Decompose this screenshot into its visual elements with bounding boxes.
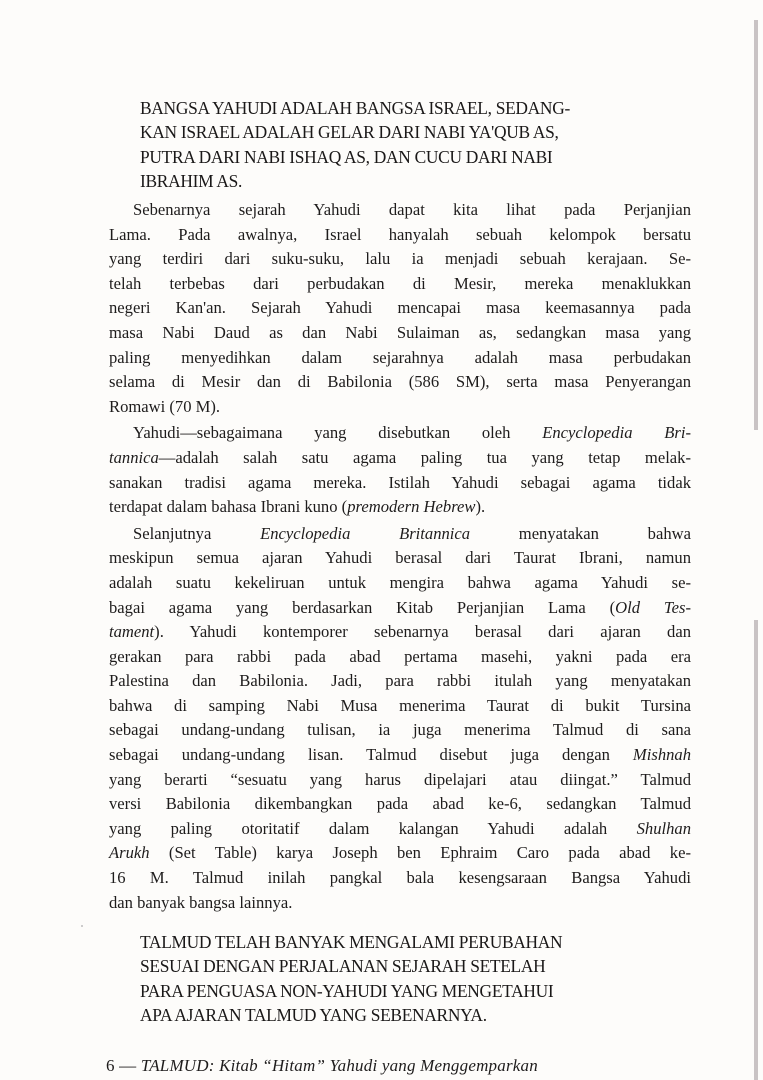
text-line: yang terdiri dari suku-suku, lalu ia menjadi sebuah kerajaan. Se- [109,249,691,269]
text-line: masa Nabi Daud as dan Nabi Sulaiman as, sedangkan masa yang [109,322,691,342]
text-line: terdapat dalam bahasa Ibrani kuno (premodern Hebrew). [109,497,486,517]
pull-quote-line: BANGSA YAHUDI ADALAH BANGSA ISRAEL, SEDANG- [140,98,570,118]
text-line: Yahudi—sebagaimana yang disebutkan oleh Encyclopedia Bri- [133,423,691,443]
paragraph [109,421,691,519]
text-line: paling menyedihkan dalam sejarahnya adalah masa perbudakan [109,347,691,367]
pull-quote-top [140,96,660,193]
italic-term: tament [109,622,155,642]
paragraph [109,198,691,419]
text-line: Arukh (Set Table) karya Joseph ben Ephraim Caro pada abad ke- [109,843,691,863]
italic-term: Shulhan [636,818,691,838]
page-edge-shadow [754,620,758,1080]
text-line: gerakan para rabbi pada abad pertama masehi, yakni pada era [109,646,691,666]
text-line: yang paling otoritatif dalam kalangan Yahudi adalah Shulhan [109,818,691,838]
text-line: negeri Kan'an. Sejarah Yahudi mencapai masa keemasannya pada [109,298,691,318]
italic-term: tannica [109,447,159,467]
italic-term: Encyclopedia Bri- [542,423,691,443]
body-text [109,198,691,917]
text-line: sebagai undang-undang lisan. Talmud disebut juga dengan Mishnah [109,745,691,765]
pull-quote-line: TALMUD TELAH BANYAK MENGALAMI PERUBAHAN [140,932,563,952]
italic-term: Mishnah [632,745,691,765]
paragraph [109,522,691,916]
page-footer [106,1056,538,1076]
text-line: sebagai undang-undang tulisan, ia juga menerima Talmud di sana [109,720,691,740]
pull-quote-line: IBRAHIM AS. [140,170,243,191]
text-line: bagai agama yang berdasarkan Kitab Perjanjian Lama (Old Tes- [109,597,691,617]
italic-term: Old Tes- [615,597,691,617]
text-line: 16 M. Talmud inilah pangkal bala kesengsaraan Bangsa Yahudi [109,868,691,888]
text-line: Romawi (70 M). [109,396,221,416]
pull-quote-line: PUTRA DARI NABI ISHAQ AS, DAN CUCU DARI NABI [140,146,553,167]
text-line: Lama. Pada awalnya, Israel hanyalah sebuah kelompok bersatu [109,224,691,244]
text-line: telah terbebas dari perbudakan di Mesir, mereka menaklukkan [109,273,691,293]
pull-quote-line: APA AJARAN TALMUD YANG SEBENARNYA. [140,1004,487,1025]
footer-separator: — [114,1056,141,1075]
text-line: sanakan tradisi agama mereka. Istilah Yahudi sebagai agama tidak [109,472,691,492]
text-line: tament). Yahudi kontemporer sebenarnya berasal dari ajaran dan [109,622,691,642]
pull-quote-line: SESUAI DENGAN PERJALANAN SEJARAH SETELAH [140,956,546,977]
italic-term: Encyclopedia Britannica [260,523,471,543]
text-line: dan banyak bangsa lainnya. [109,892,293,912]
running-title: TALMUD: Kitab “Hitam” Yahudi yang Menggemparkan [140,1056,538,1075]
text-line: meskipun semua ajaran Yahudi berasal dari Taurat Ibrani, namun [109,548,691,568]
text-line: yang berarti “sesuatu yang harus dipelajari atau diingat.” Talmud [109,769,691,789]
page-edge-shadow [754,20,758,430]
pull-quote-line: KAN ISRAEL ADALAH GELAR DARI NABI YA'QUB AS, [140,122,559,143]
text-line: Sebenarnya sejarah Yahudi dapat kita lihat pada Perjanjian [133,200,691,219]
scan-speck [81,925,83,927]
italic-term: Arukh [109,843,150,863]
page-number: 6 [106,1056,115,1075]
text-line: bahwa di samping Nabi Musa menerima Taurat di bukit Tursina [109,695,691,715]
italic-term: premodern Hebrew [347,497,476,517]
text-line: Selanjutnya Encyclopedia Britannica menyatakan bahwa [133,523,691,543]
text-line: tannica—adalah salah satu agama paling tua yang tetap melak- [109,447,691,467]
text-line: versi Babilonia dikembangkan pada abad ke-6, sedangkan Talmud [109,794,691,814]
text-line: adalah suatu kekeliruan untuk mengira bahwa agama Yahudi se- [109,572,691,592]
text-line: Palestina dan Babilonia. Jadi, para rabbi itulah yang menyatakan [109,671,691,691]
pull-quote-line: PARA PENGUASA NON-YAHUDI YANG MENGETAHUI [140,980,554,1001]
pull-quote-bottom [140,930,660,1027]
text-line: selama di Mesir dan di Babilonia (586 SM), serta masa Penyerangan [109,372,691,392]
